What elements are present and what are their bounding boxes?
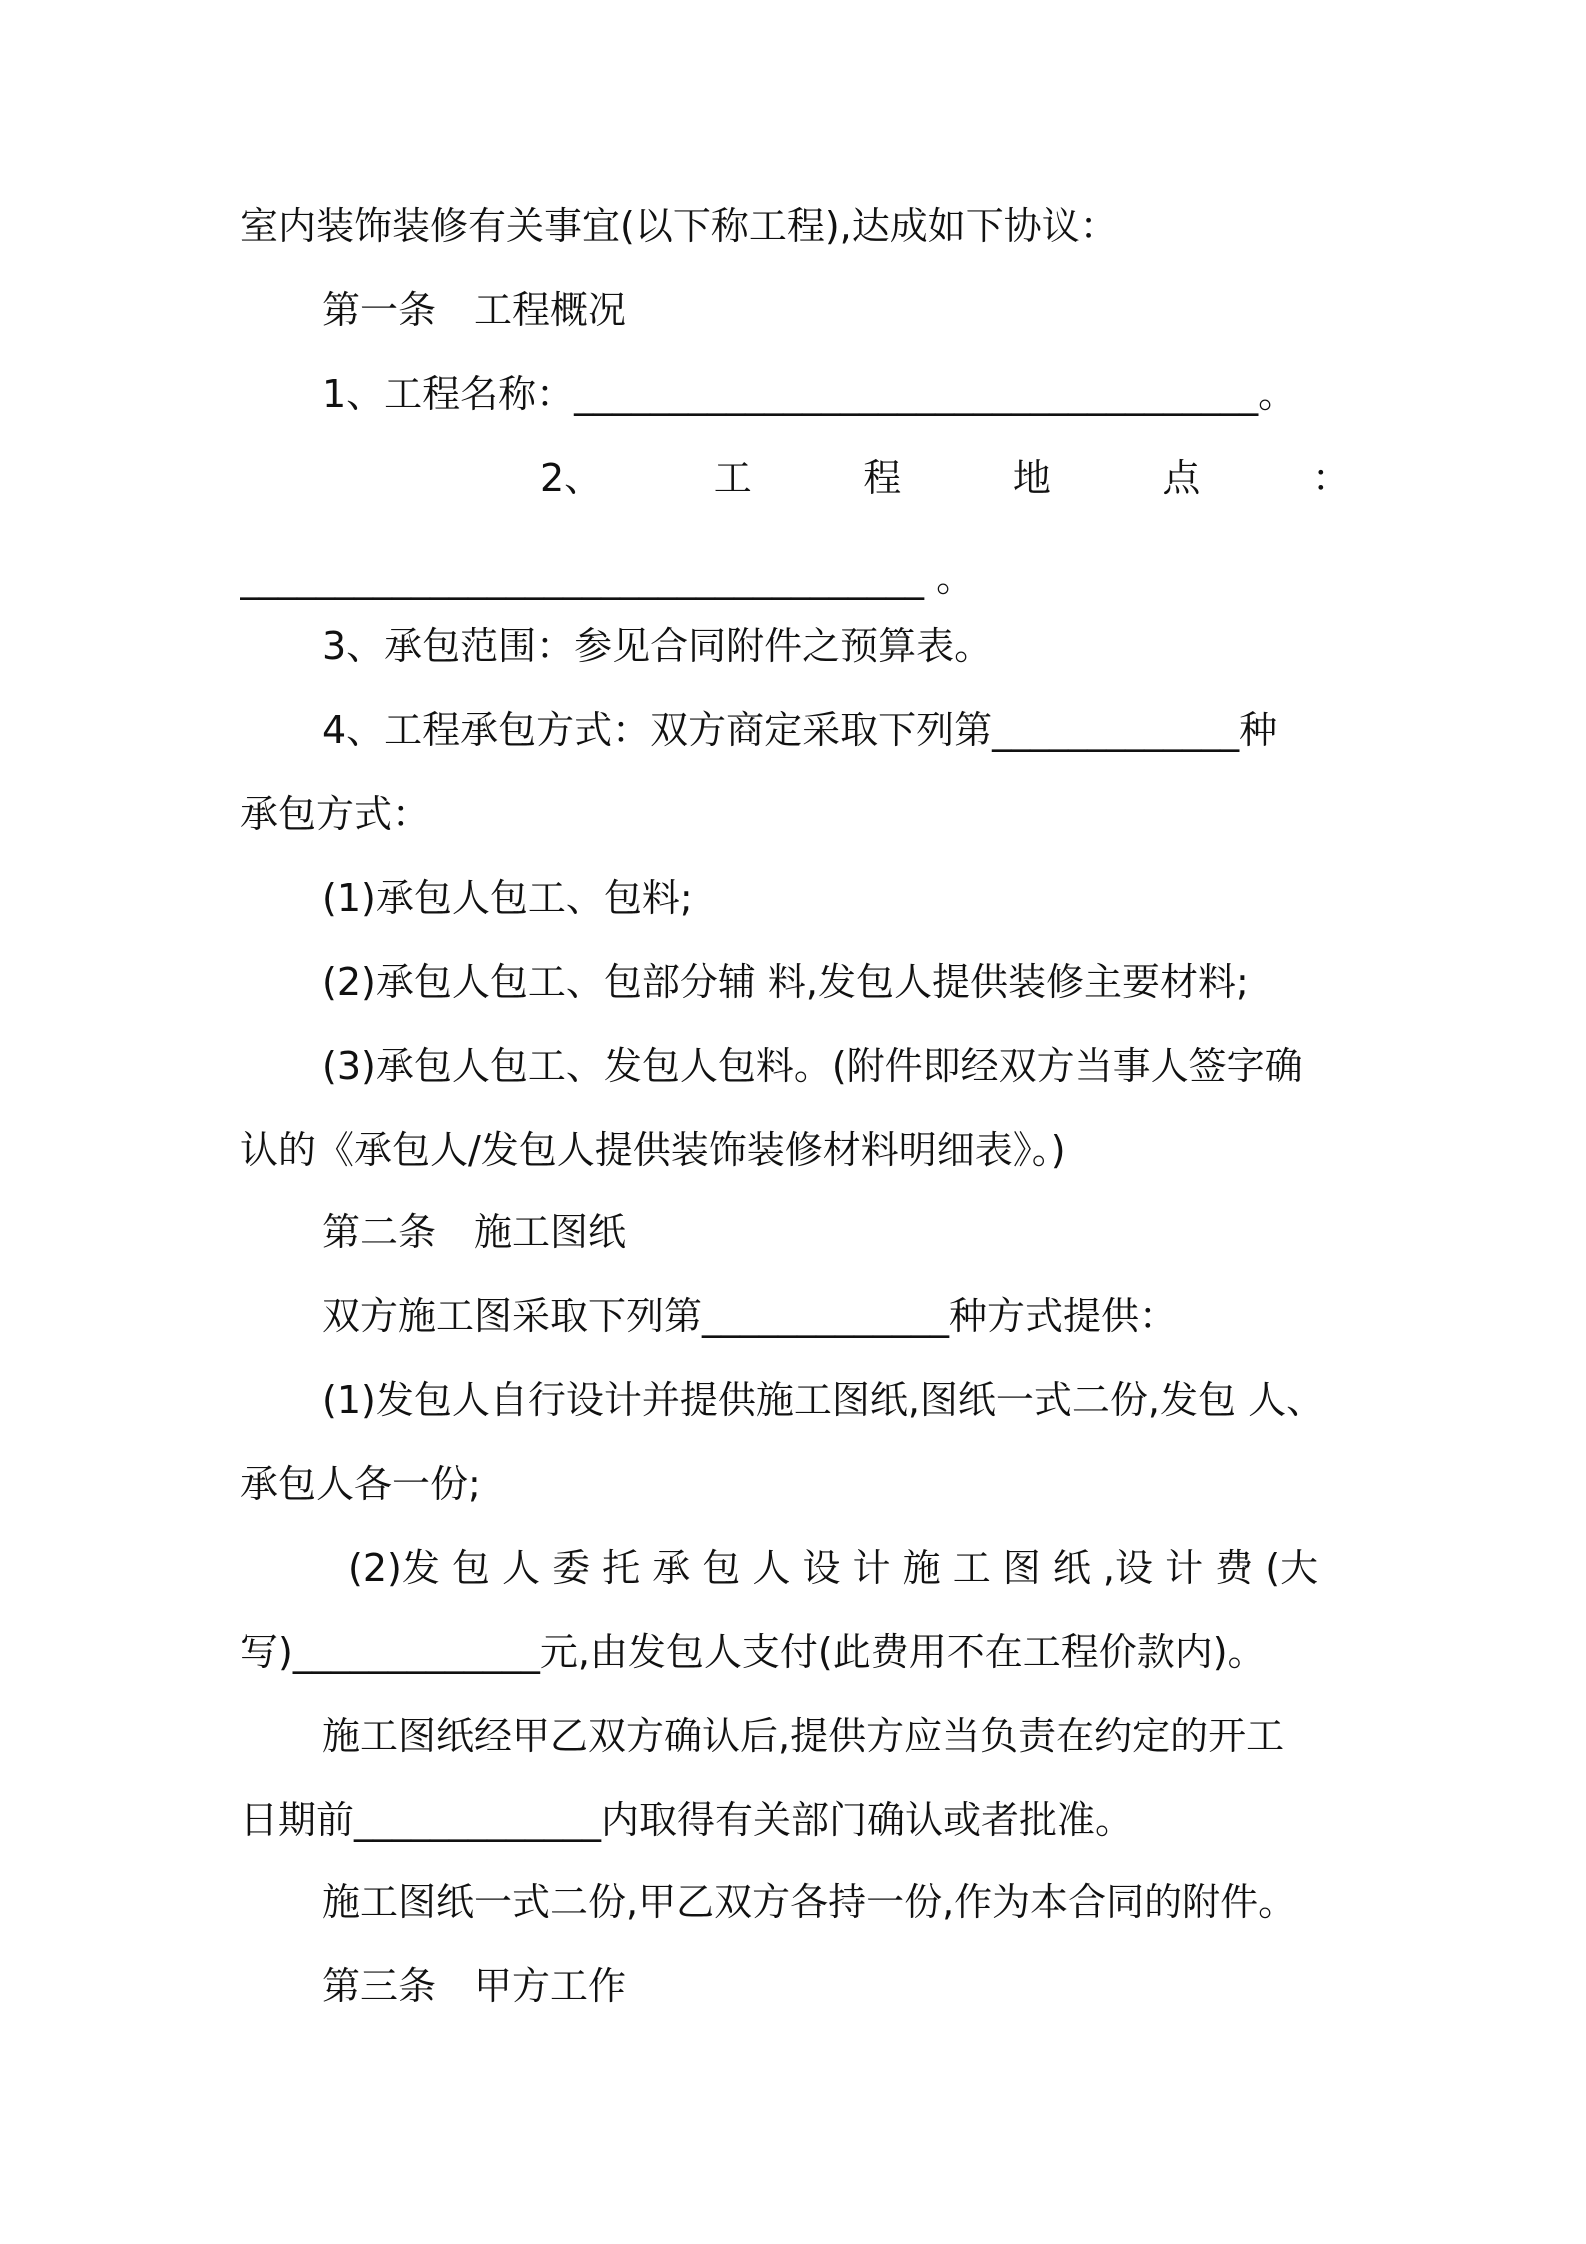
text-line: (2)承包人包工、包部分辅 料,发包人提供装修主要材料; — [322, 960, 1249, 1004]
spread-char: 点 — [1162, 456, 1201, 500]
article-heading: 第一条 工程概况 — [322, 288, 627, 332]
text-line: (1)承包人包工、包料; — [322, 876, 693, 920]
text-line: (1)发包人自行设计并提供施工图纸,图纸一式二份,发包 人、 — [322, 1378, 1325, 1422]
text-line: 4、工程承包方式：双方商定采取下列第_____________种 — [322, 708, 1278, 752]
text-line: 室内装饰装修有关事宜(以下称工程),达成如下协议： — [240, 204, 1118, 248]
text-line: 施工图纸一式二份,甲乙双方各持一份,作为本合同的附件。 — [322, 1880, 1297, 1924]
text-line: 双方施工图采取下列第_____________种方式提供： — [322, 1294, 1178, 1338]
text-line: (2)发 包 人 委 托 承 包 人 设 计 施 工 图 纸 ,设 计 费 (大 — [348, 1546, 1319, 1590]
text-line: 承包人各一份; — [240, 1462, 481, 1506]
text-line: 日期前_____________内取得有关部门确认或者批准。 — [240, 1798, 1134, 1842]
text-line: 施工图纸经甲乙双方确认后,提供方应当负责在约定的开工 — [322, 1714, 1285, 1758]
article-heading: 第二条 施工图纸 — [322, 1210, 627, 1254]
spread-char: ： — [1311, 456, 1350, 500]
spread-char: 程 — [863, 456, 902, 500]
article-heading: 第三条 甲方工作 — [322, 1964, 627, 2008]
spread-text-line — [240, 446, 1350, 510]
text-line: 3、承包范围：参见合同附件之预算表。 — [322, 624, 993, 668]
text-line: (3)承包人包工、发包人包料。(附件即经双方当事人签字确 — [322, 1044, 1303, 1088]
spread-char: 地 — [1012, 456, 1051, 500]
spread-char: 2、 — [540, 456, 603, 500]
spread-char: 工 — [713, 456, 752, 500]
text-line: 认的《承包人/发包人提供装饰装修材料明细表》。) — [240, 1128, 1066, 1172]
text-line: ____________________________________ 。 — [240, 556, 975, 600]
text-line: 1、工程名称：____________________________________。 — [322, 372, 1297, 416]
text-line: 写)_____________元,由发包人支付(此费用不在工程价款内)。 — [240, 1630, 1266, 1674]
text-line: 承包方式： — [240, 792, 431, 836]
